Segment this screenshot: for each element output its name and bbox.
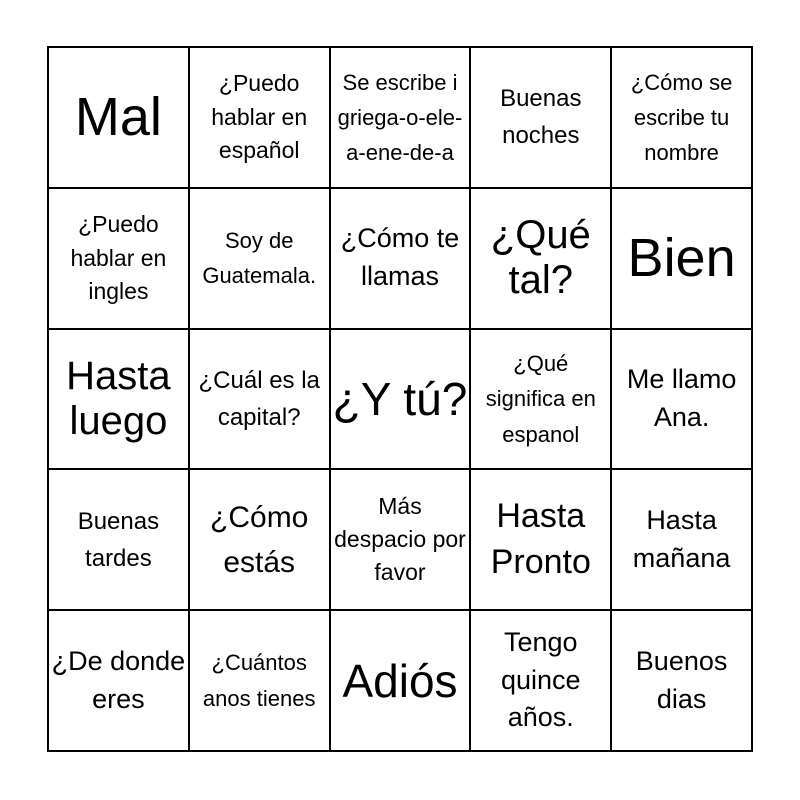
bingo-cell[interactable] — [471, 330, 612, 471]
cell-text: Me llamo Ana. — [626, 364, 737, 432]
cell-text: ¿Cuál es la capital? — [198, 366, 320, 431]
cell-text: Hasta mañana — [632, 504, 731, 573]
cell-text: Más despacio por favor — [334, 492, 466, 586]
cell-text: Buenas noches — [500, 85, 582, 150]
cell-text: Buenos dias — [635, 645, 728, 714]
bingo-cell[interactable] — [612, 189, 753, 330]
bingo-cell[interactable] — [612, 48, 753, 189]
cell-text: ¿Cuántos anos tienes — [202, 650, 316, 711]
bingo-cell[interactable] — [190, 48, 331, 189]
cell-text: ¿Cómo te llamas — [340, 223, 460, 292]
bingo-board — [47, 46, 753, 752]
cell-text: ¿Puedo hablar en ingles — [70, 211, 167, 304]
cell-text: ¿Cómo se escribe tu nombre — [630, 69, 733, 165]
bingo-cell[interactable] — [471, 189, 612, 330]
cell-text: ¿Y tú? — [332, 372, 468, 425]
cell-text: ¿De donde eres — [51, 645, 186, 714]
bingo-cell[interactable] — [331, 189, 472, 330]
cell-text: Hasta Pronto — [490, 496, 591, 581]
cell-text: ¿Qué significa en espanol — [485, 351, 596, 447]
bingo-cell[interactable] — [331, 470, 472, 611]
bingo-cell[interactable] — [49, 611, 190, 752]
bingo-cell[interactable] — [471, 48, 612, 189]
cell-text: ¿Qué tal? — [490, 213, 591, 303]
cell-text: Adiós — [342, 654, 458, 707]
cell-text: ¿Cómo estás — [210, 500, 309, 579]
bingo-cell[interactable] — [190, 189, 331, 330]
cell-text: Mal — [74, 86, 162, 147]
bingo-cell[interactable] — [190, 470, 331, 611]
bingo-cell[interactable] — [190, 330, 331, 471]
cell-text: Tengo quince años. — [501, 626, 581, 733]
bingo-cell[interactable] — [49, 330, 190, 471]
bingo-cell[interactable] — [471, 611, 612, 752]
bingo-cell[interactable] — [471, 470, 612, 611]
bingo-cell[interactable] — [190, 611, 331, 752]
bingo-cell[interactable] — [612, 611, 753, 752]
cell-text: Bien — [627, 227, 736, 288]
bingo-cell[interactable] — [49, 189, 190, 330]
bingo-cell[interactable] — [49, 48, 190, 189]
cell-text: ¿Puedo hablar en español — [211, 70, 308, 164]
bingo-cell[interactable] — [612, 330, 753, 471]
cell-text: Soy de Guatemala. — [202, 228, 317, 289]
bingo-cell[interactable] — [331, 330, 472, 471]
bingo-cell[interactable] — [612, 470, 753, 611]
bingo-cell[interactable] — [49, 470, 190, 611]
cell-text: Hasta luego — [66, 353, 171, 443]
cell-text: Se escribe i griega-o-ele-a-ene-de-a — [337, 69, 463, 165]
bingo-cell[interactable] — [331, 48, 472, 189]
cell-text: Buenas tardes — [77, 507, 160, 572]
bingo-cell[interactable] — [331, 611, 472, 752]
